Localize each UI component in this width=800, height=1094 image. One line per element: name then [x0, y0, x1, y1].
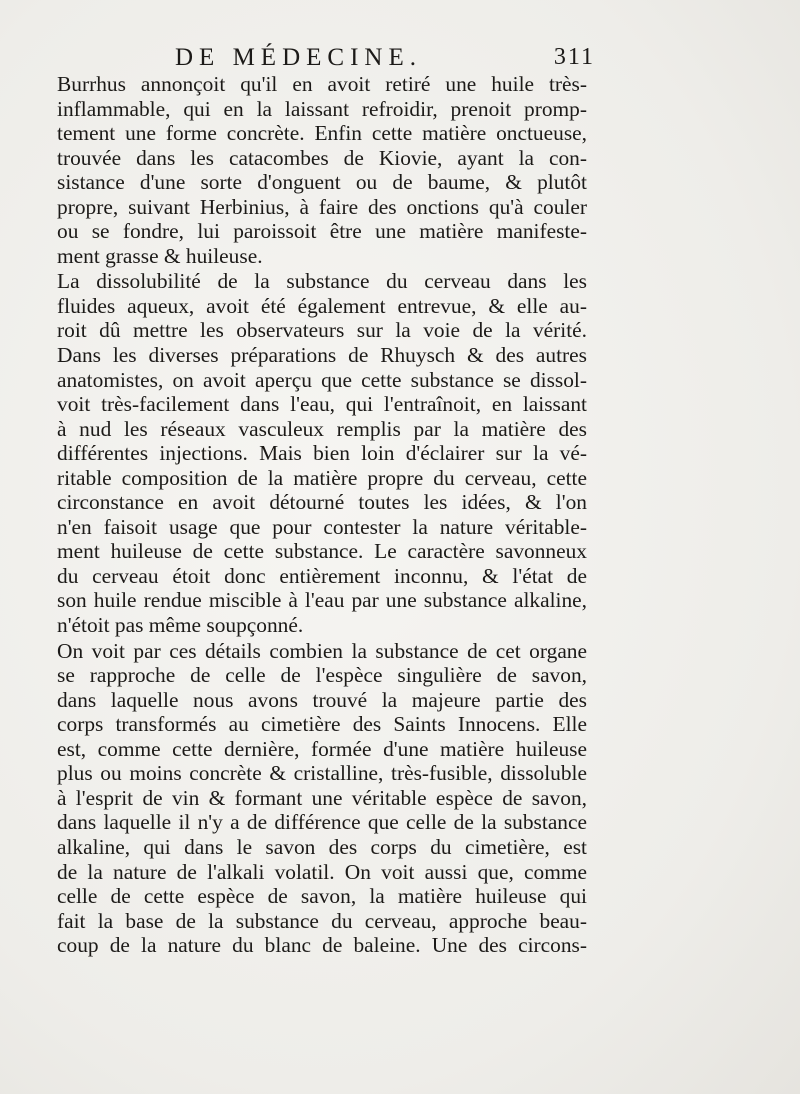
text-line: circonstance en avoit détourné toutes les idées, & l'on: [57, 490, 587, 515]
text-line: trouvée dans les catacombes de Kiovie, ayant la con-: [57, 145, 587, 170]
text-line: alkaline, qui dans le savon des corps du cimetière, est: [57, 834, 587, 859]
text-line: fluides aqueux, avoit été également entrevue, & elle au-: [57, 293, 587, 318]
text-line: celle de cette espèce de savon, la matière huileuse qui: [57, 884, 587, 909]
text-line: se rapproche de celle de l'espèce singulière de savon,: [57, 663, 587, 688]
text-line: corps transformés au cimetière des Saints Innocens. Elle: [57, 712, 587, 737]
text-line: inflammable, qui en la laissant refroidir, prenoit promp-: [57, 96, 587, 121]
text-line: à l'esprit de vin & formant une véritable espèce de savon,: [57, 785, 587, 810]
text-line: ou se fondre, lui paroissoit être une matière manifeste-: [57, 219, 587, 244]
text-line: ment huileuse de cette substance. Le caractère savonneux: [57, 539, 587, 564]
text-line: fait la base de la substance du cerveau, approche beau-: [57, 908, 587, 933]
text-line: propre, suivant Herbinius, à faire des onctions qu'à couler: [57, 194, 587, 219]
page-number: 311: [553, 44, 595, 70]
text-line: anatomistes, on avoit aperçu que cette substance se dissol-: [57, 367, 587, 392]
text-line: son huile rendue miscible à l'eau par une substance alkaline,: [57, 588, 587, 613]
paragraph-3: [57, 639, 587, 958]
text-line: voit très-facilement dans l'eau, qui l'entraînoit, en laissant: [57, 392, 587, 417]
paragraph-2: [57, 269, 587, 637]
text-line: ritable composition de la matière propre du cerveau, cette: [57, 465, 587, 490]
text-line: tement une forme concrète. Enfin cette matière onctueuse,: [57, 121, 587, 146]
text-line: On voit par ces détails combien la substance de cet organe: [57, 638, 587, 663]
text-line: La dissolubilité de la substance du cerveau dans les: [57, 269, 587, 294]
text-line: est, comme cette dernière, formée d'une matière huileuse: [57, 736, 587, 761]
text-line: ment grasse & huileuse.: [57, 243, 263, 268]
text-line: à nud les réseaux vasculeux remplis par la matière des: [57, 416, 587, 441]
text-line: sistance d'une sorte d'onguent ou de baume, & plutôt: [57, 170, 587, 195]
text-line: Burrhus annonçoit qu'il en avoit retiré une huile très-: [57, 72, 587, 96]
text-line: Dans les diverses préparations de Rhuysch & des autres: [57, 343, 587, 368]
paragraph-1: [57, 72, 587, 268]
text-line: n'en faisoit usage que pour contester la nature véritable-: [57, 514, 587, 539]
text-line: de la nature de l'alkali volatil. On voit aussi que, comme: [57, 859, 587, 884]
text-line: du cerveau étoit donc entièrement inconnu, & l'état de: [57, 563, 587, 588]
text-line: n'étoit pas même soupçonné.: [57, 613, 304, 638]
text-line: dans laquelle il n'y a de différence que celle de la substance: [57, 810, 587, 835]
text-line: dans laquelle nous avons trouvé la majeure partie des: [57, 687, 587, 712]
body-text: [57, 72, 587, 958]
text-line: coup de la nature du blanc de baleine. Une des circons-: [57, 933, 587, 958]
text-line: différentes injections. Mais bien loin d'éclairer sur la vé-: [57, 441, 587, 466]
text-line: plus ou moins concrète & cristalline, très-fusible, dissoluble: [57, 761, 587, 786]
text-line: roit dû mettre les observateurs sur la voie de la vérité.: [57, 318, 587, 343]
running-title: DE MÉDECINE.: [175, 44, 422, 71]
